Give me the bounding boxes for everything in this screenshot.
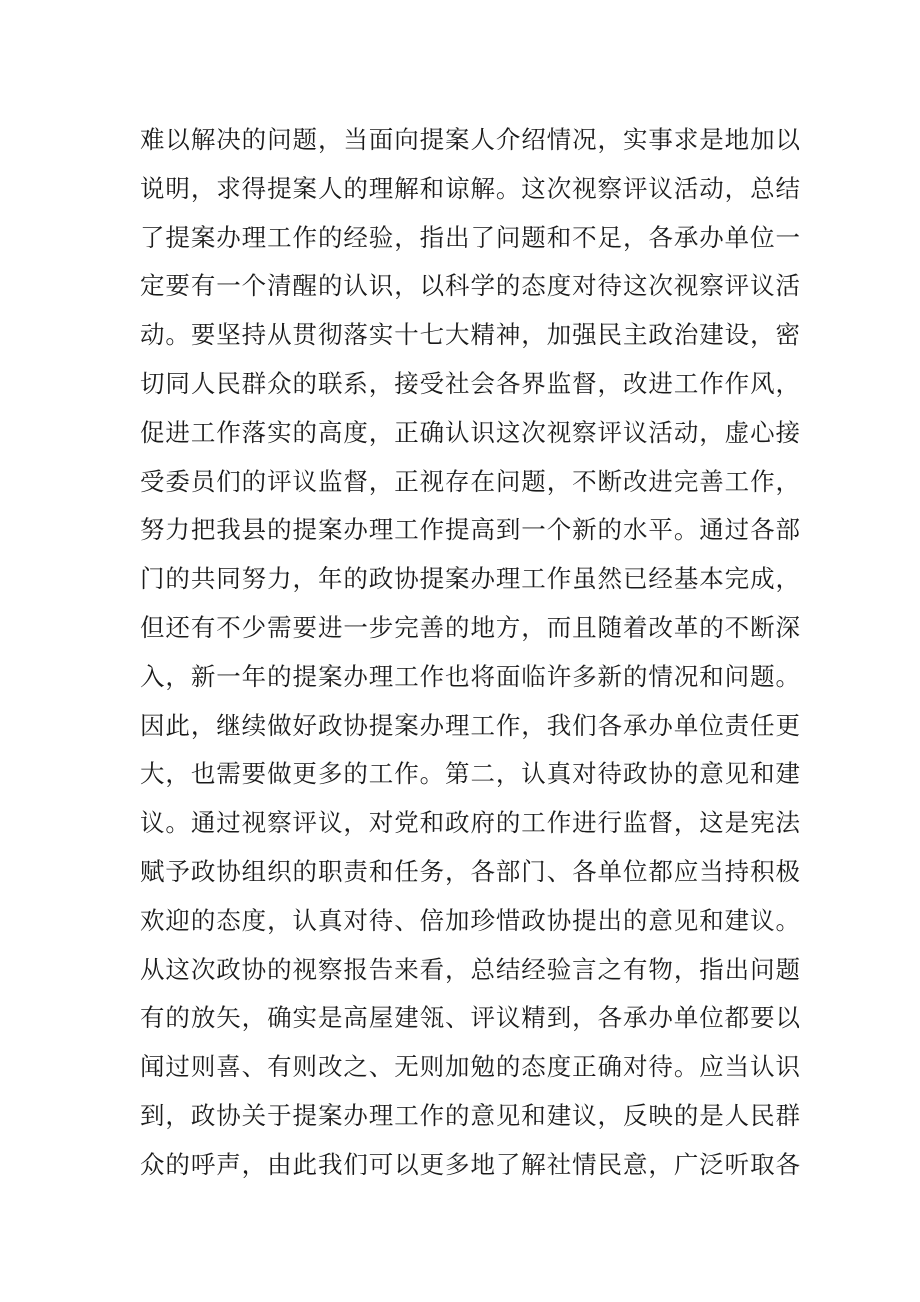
text-line-21: 到，政协关于提案办理工作的意见和建议，反映的是人民群 (140, 1100, 800, 1130)
text-line-8: 受委员们的评议监督，正视存在问题，不断改进完善工作， (140, 466, 800, 496)
text-line-10: 门的共同努力，年的政协提案办理工作虽然已经基本完成， (140, 564, 800, 594)
text-line-4: 定要有一个清醒的认识，以科学的态度对待这次视察评议活 (140, 271, 800, 301)
text-line-1: 难以解决的问题，当面向提案人介绍情况，实事求是地加以 (140, 125, 800, 154)
text-line-5: 动。要坚持从贯彻落实十七大精神，加强民主政治建设，密 (140, 320, 800, 350)
body-paragraph (140, 116, 800, 1190)
text-line-19: 有的放矢，确实是高屋建瓴、评议精到，各承办单位都要以 (140, 1003, 800, 1033)
text-line-17: 欢迎的态度，认真对待、倍加珍惜政协提出的意见和建议。 (140, 905, 800, 935)
text-line-14: 大，也需要做更多的工作。第二，认真对待政协的意见和建 (140, 759, 800, 789)
text-line-12: 入，新一年的提案办理工作也将面临许多新的情况和问题。 (140, 661, 800, 691)
text-line-13: 因此，继续做好政协提案办理工作，我们各承办单位责任更 (140, 710, 800, 740)
text-line-3: 了提案办理工作的经验，指出了问题和不足，各承办单位一 (140, 222, 800, 252)
text-line-22: 众的呼声，由此我们可以更多地了解社情民意，广泛听取各 (140, 1149, 800, 1179)
text-line-2: 说明，求得提案人的理解和谅解。这次视察评议活动，总结 (140, 173, 800, 203)
text-line-16: 赋予政协组织的职责和任务，各部门、各单位都应当持积极 (140, 856, 800, 886)
text-line-11: 但还有不少需要进一步完善的地方，而且随着改革的不断深 (140, 612, 800, 642)
text-line-6: 切同人民群众的联系，接受社会各界监督，改进工作作风， (140, 368, 800, 398)
text-line-18: 从这次政协的视察报告来看，总结经验言之有物，指出问题 (140, 954, 800, 984)
text-line-20: 闻过则喜、有则改之、无则加勉的态度正确对待。应当认识 (140, 1052, 800, 1082)
text-line-15: 议。通过视察评议，对党和政府的工作进行监督，这是宪法 (140, 808, 800, 838)
text-line-7: 促进工作落实的高度，正确认识这次视察评议活动，虚心接 (140, 417, 800, 447)
text-line-9: 努力把我县的提案办理工作提高到一个新的水平。通过各部 (140, 515, 800, 545)
